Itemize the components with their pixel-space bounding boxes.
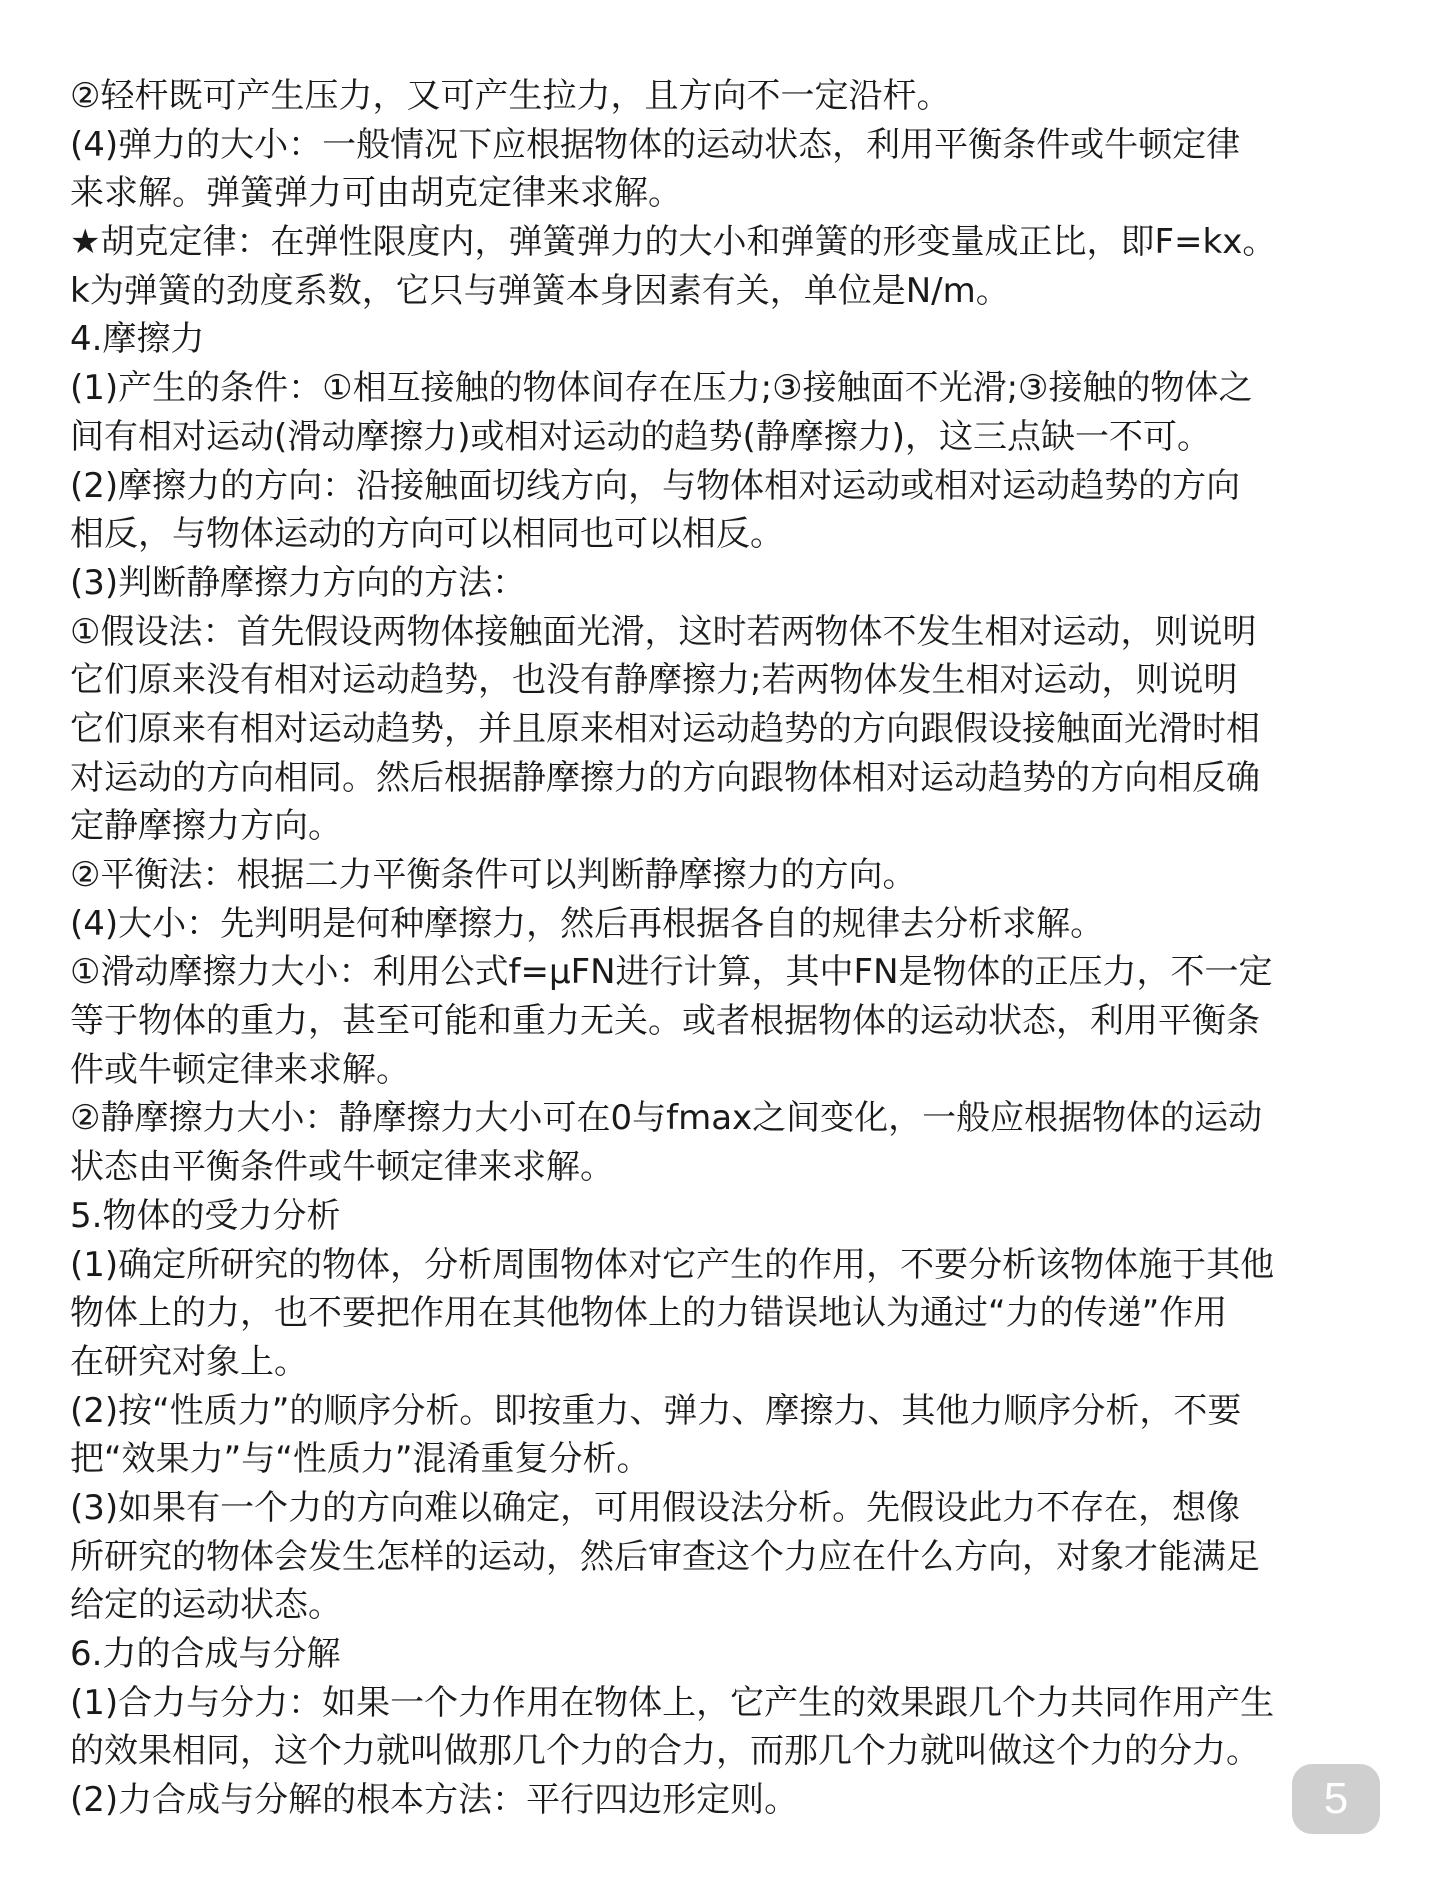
text-line: 物体上的力，也不要把作用在其他物体上的力错误地认为通过“力的传递”作用 (70, 1293, 1228, 1334)
section-heading: 5.物体的受力分析 (70, 1195, 341, 1236)
text-line: (4)大小：先判明是何种摩擦力，然后再根据各自的规律去分析求解。 (70, 903, 1105, 944)
text-line: (3)如果有一个力的方向难以确定，可用假设法分析。先假设此力不存在，想像 (70, 1487, 1241, 1528)
page-number-badge: 5 (1292, 1764, 1380, 1834)
text-line: ②轻杆既可产生压力，又可产生拉力，且方向不一定沿杆。 (70, 76, 951, 116)
text-line: 对运动的方向相同。然后根据静摩擦力的方向跟物体相对运动趋势的方向相反确 (70, 757, 1260, 798)
text-line: ①滑动摩擦力大小：利用公式f=μFN进行计算，其中FN是物体的正压力，不一定 (70, 952, 1273, 993)
text-line: 间有相对运动(滑动摩擦力)或相对运动的趋势(静摩擦力)，这三点缺一不可。 (70, 416, 1212, 457)
text-line: 的效果相同，这个力就叫做那几个力的合力，而那几个力就叫做这个力的分力。 (70, 1731, 1260, 1772)
text-line: 状态由平衡条件或牛顿定律来求解。 (70, 1147, 614, 1188)
text-line: 等于物体的重力，甚至可能和重力无关。或者根据物体的运动状态，利用平衡条 (70, 1001, 1260, 1042)
text-line: ②平衡法：根据二力平衡条件可以判断静摩擦力的方向。 (70, 855, 917, 895)
text-line: ①假设法：首先假设两物体接触面光滑，这时若两物体不发生相对运动，则说明 (70, 611, 1257, 652)
text-line: (1)确定所研究的物体，分析周围物体对它产生的作用，不要分析该物体施于其他 (70, 1244, 1275, 1285)
text-line: (4)弹力的大小：一般情况下应根据物体的运动状态，利用平衡条件或牛顿定律 (70, 124, 1241, 165)
section-heading: 4.摩擦力 (70, 319, 205, 360)
text-line: 来求解。弹簧弹力可由胡克定律来求解。 (70, 173, 682, 214)
text-line: 把“效果力”与“性质力”混淆重复分析。 (70, 1439, 651, 1480)
text-line: (2)力合成与分解的根本方法：平行四边形定则。 (70, 1780, 799, 1821)
text-line: (3)判断静摩擦力方向的方法： (70, 562, 527, 603)
text-line: k为弹簧的劲度系数，它只与弹簧本身因素有关，单位是N/m。 (70, 270, 1010, 311)
section-heading: 6.力的合成与分解 (70, 1634, 341, 1674)
text-line: (1)合力与分力：如果一个力作用在物体上，它产生的效果跟几个力共同作用产生 (70, 1682, 1275, 1723)
text-line: 定静摩擦力方向。 (70, 806, 342, 847)
text-line: 给定的运动状态。 (70, 1585, 342, 1626)
text-line: 件或牛顿定律来求解。 (70, 1049, 410, 1090)
text-line: 它们原来有相对运动趋势，并且原来相对运动趋势的方向跟假设接触面光滑时相 (70, 708, 1260, 749)
text-line: 相反，与物体运动的方向可以相同也可以相反。 (70, 514, 784, 555)
text-line: ②静摩擦力大小：静摩擦力大小可在0与fmax之间变化，一般应根据物体的运动 (70, 1098, 1263, 1139)
text-line: (2)摩擦力的方向：沿接触面切线方向，与物体相对运动或相对运动趋势的方向 (70, 465, 1241, 506)
text-line: ★胡克定律：在弹性限度内，弹簧弹力的大小和弹簧的形变量成正比，即F=kx。 (70, 222, 1277, 263)
text-line: (1)产生的条件：①相互接触的物体间存在压力;③接触面不光滑;③接触的物体之 (70, 368, 1253, 409)
document-body (70, 72, 1380, 1825)
text-line: 在研究对象上。 (70, 1341, 308, 1382)
text-line: 它们原来没有相对运动趋势，也没有静摩擦力;若两物体发生相对运动，则说明 (70, 660, 1238, 701)
text-line: (2)按“性质力”的顺序分析。即按重力、弹力、摩擦力、其他力顺序分析，不要 (70, 1390, 1242, 1431)
text-line: 所研究的物体会发生怎样的运动，然后审查这个力应在什么方向，对象才能满足 (70, 1536, 1260, 1577)
